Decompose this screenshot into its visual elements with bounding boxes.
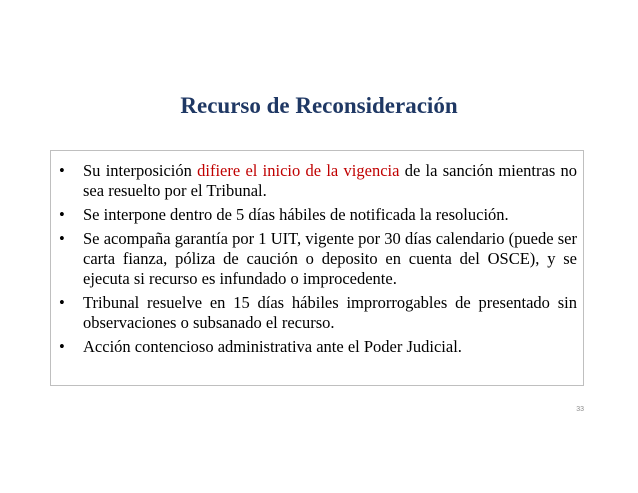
bullet-text-pre: Su interposición bbox=[83, 161, 198, 180]
bullet-item bbox=[57, 205, 577, 225]
bullet-item bbox=[57, 337, 577, 357]
bullet-text: Tribunal resuelve en 15 días hábiles improrrogables de presentado sin observaciones o subsanado el recurso. bbox=[83, 293, 577, 332]
content-box bbox=[50, 150, 584, 386]
bullet-dot: • bbox=[59, 205, 65, 224]
slide-title: Recurso de Reconsideración bbox=[180, 93, 458, 118]
bullet-item bbox=[57, 293, 577, 333]
bullet-dot: • bbox=[59, 161, 65, 180]
bullet-text-post: de la sanción mientras no sea resuelto por el Tribunal. bbox=[83, 161, 578, 200]
bullet-item bbox=[57, 229, 577, 289]
bullet-text-highlight: difiere el inicio de la vigencia bbox=[197, 161, 400, 180]
bullet-text: Se acompaña garantía por 1 UIT, vigente por 30 días calendario (puede ser carta fianza, póliza de caución o deposito en cuenta del OSCE), y se ejecuta si recurso es infundado o improcedente. bbox=[83, 229, 577, 288]
bullet-text: Se interpone dentro de 5 días hábiles de notificada la resolución. bbox=[83, 205, 509, 224]
bullet-dot: • bbox=[59, 337, 65, 356]
bullet-dot: • bbox=[59, 229, 65, 248]
bullet-dot: • bbox=[59, 293, 65, 312]
bullet-text: Acción contencioso administrativa ante el Poder Judicial. bbox=[83, 337, 462, 356]
page-number: 33 bbox=[576, 406, 584, 413]
bullet-item bbox=[57, 161, 577, 201]
bullet-list bbox=[57, 161, 577, 361]
